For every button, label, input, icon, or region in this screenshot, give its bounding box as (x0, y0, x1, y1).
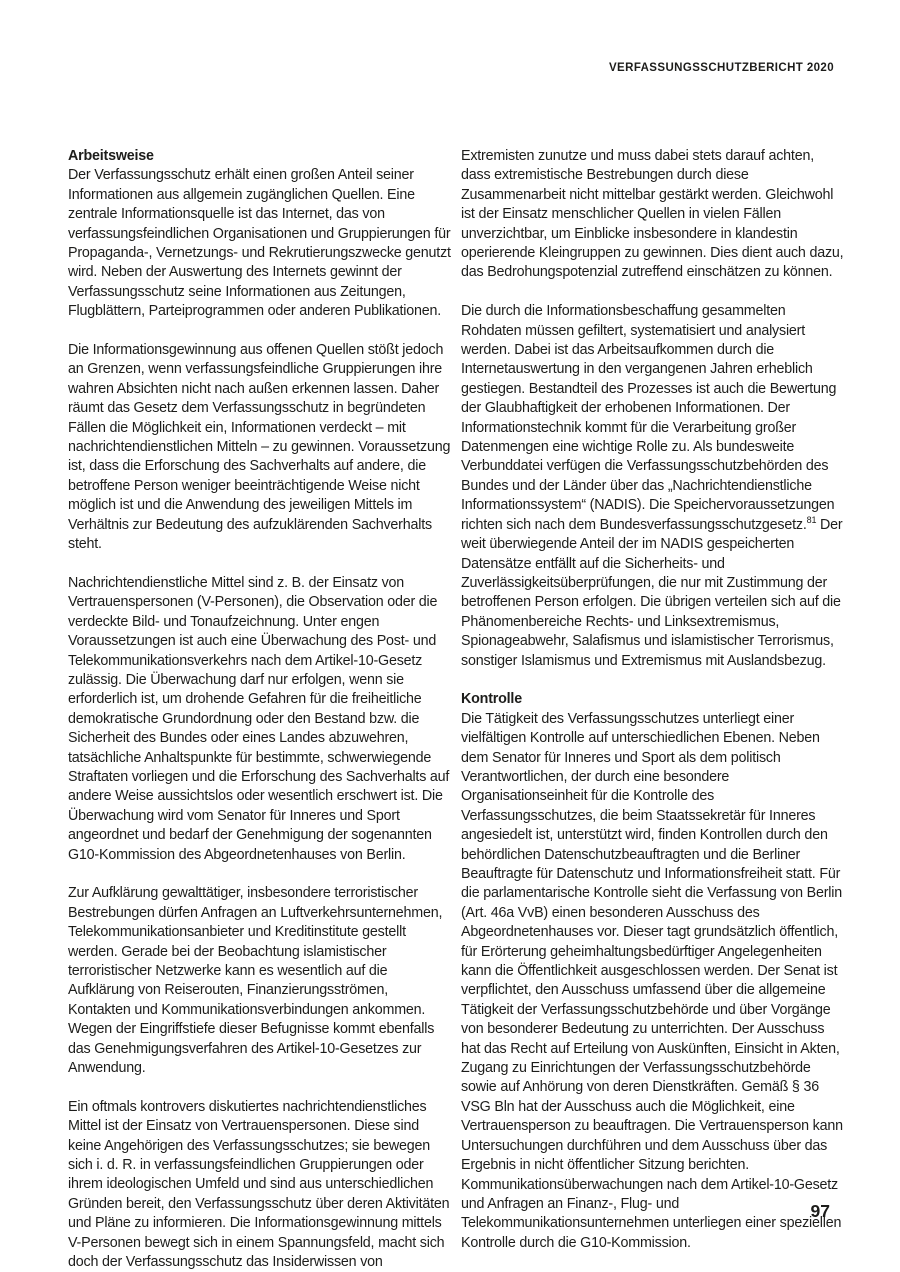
left-column (68, 147, 452, 1272)
section-heading-arbeitsweise: Arbeitsweise (68, 148, 154, 164)
report-title-header: VERFASSUNGSSCHUTZBERICHT 2020 (608, 62, 834, 74)
right-column (461, 147, 845, 1272)
section-heading-kontrolle: Kontrolle (461, 691, 522, 708)
paragraph-intelligence-means: Nachrichtendienstliche Mittel sind z. B. der Einsatz von Vertrauenspersonen (V-Personen), die Observation oder die verdeckte Bild- und Tonaufzeichnung. Unter engen Voraussetzungen ist auch eine Überwachung des Post- und Telekommunikationsverkehrs nach dem Artikel-10-Gesetz zulässig. Die Überwachung darf nur erfolgen, wenn sie erforderlich ist, um drohende Gefahren für die freiheitliche demokratische Grundordnung oder den Bestand bzw. die Sicherheit des Bundes oder eines Landes abzuwehren, tatsächliche Anhaltspunkte für bestimmte, schwerwiegende Straftaten vorliegen und die Erforschung des Sachverhalts auf andere Weise aussichtslos oder wesentlich erschwert ist. Die Überwachung wird vom Senator für Inneres und Sport angeordnet und bedarf der Genehmigung der sogenannten G10-Kommission des Abgeordnetenhauses von Berlin. (68, 574, 450, 863)
paragraph-terrorism-inquiries: Zur Aufklärung gewalttätiger, insbesondere terroristischer Bestrebungen dürfen Anfragen an Luftverkehrsunternehmen, Telekommunikationsanbieter und Kreditinstitute gestellt werden. Gerade bei der Beobachtung islamistischer terroristischer Netzwerke kann es wesentlich auf die Aufklärung von Reiserouten, Finanzierungsströmen, Kontakten und Kommunikationsverbindungen ankommen. Wegen der Eingriffstiefe dieser Befugnisse kommt ebenfalls das Genehmigungsverfahren des Artikel-10-Gesetzes zur Anwendung. (68, 885, 443, 1077)
paragraph-kontrolle: Die Tätigkeit des Verfassungsschutzes unterliegt einer vielfältigen Kontrolle auf unterschiedlichen Ebenen. Neben dem Senator für Inneres und Sport als dem politisch Verantwortlichen, der durch eine besondere Organisationseinheit für die Kontrolle des Verfassungsschutzes, die beim Staatssekretär für Inneres angesiedelt ist, unterstützt wird, finden Kontrollen durch den behördlichen Datenschutzbeauftragten und die Berliner Beauftragte für Datenschutz und Informationsfreiheit statt. Für die parlamentarische Kontrolle sieht die Verfassung von Berlin (Art. 46a VvB) einen besonderen Ausschuss des Abgeordnetenhauses vor. Dieser tagt grundsätzlich öffentlich, für Erörterung geheimhaltungsbedürftiger Angelegenheiten kann die Öffentlichkeit ausgeschlossen werden. Der Senat ist verpflichtet, den Ausschuss umfassend über die allgemeine Tätigkeit der Verfassungsschutzbehörde und über Vorgänge von besonderer Bedeutung zu unterrichten. Der Ausschuss hat das Recht auf Erteilung von Auskünften, Einsicht in Akten, Zugang zu Einrichtungen der Verfassungsschutzbehörde sowie auf Anhörung von deren Dienstkräften. Gemäß § 36 VSG Bln hat der Ausschuss auch die Möglichkeit, eine Vertrauensperson zu beauftragen. Die Vertrauensperson kann Untersuchungen durchführen und dem Ausschuss über das Ergebnis in nicht öffentlicher Sitzung berichten. Kommunikationsüberwachungen nach dem Artikel-10-Gesetz und Anfragen an Finanz-, Flug- und Telekommunikationsunternehmen unterliegen einer speziellen Kontrolle durch die G10-Kommission. (461, 710, 843, 1251)
paragraph-v-persons: Ein oftmals kontrovers diskutiertes nachrichtendienstliches Mittel ist der Einsatz von Vertrauenspersonen. Diese sind keine Angehörigen des Verfassungsschutzes; sie bewegen sich i. d. R. in verfassungsfeindlichen Gruppierungen oder ihrem ideologischen Umfeld und sind aus unterschiedlichen Gründen bereit, den Verfassungsschutz über deren Aktivitäten und Pläne zu informieren. Die Informationsgewinnung mittels V-Personen bewegt sich in einem Spannungsfeld, macht sich doch der Verfassungsschutz das Insiderwissen von (68, 1098, 450, 1271)
nadis-text-before-footnote: Die durch die Informationsbeschaffung gesammelten Rohdaten müssen gefiltert, systematisiert und analysiert werden. Dabei ist das Arbeitsaufkommen durch die Internetauswertung in den vergangenen Jahren erheblich gestiegen. Bestandteil des Prozesses ist auch die Bewertung der Glaubhaftigkeit der erhobenen Informationen. Der Informationstechnik kommt für die Verarbeitung großer Datenmengen eine wichtige Rolle zu. Als bundesweite Verbunddatei verfügen die Verfassungsschutzbehörden des Bundes und der Länder über das „Nachrichtendienstliche Informationssystem“ (NADIS). Die Speichervoraussetzungen richten sich nach dem Bundesverfassungsschutzgesetz. (461, 303, 837, 533)
paragraph-nadis (461, 302, 845, 671)
footnote-ref-81: 81 (806, 514, 817, 525)
paragraph-v-persons-continued: Extremisten zunutze und muss dabei stets darauf achten, dass extremistische Bestrebungen durch diese Zusammenarbeit nicht mittelbar gestärkt werden. Gleichwohl ist der Einsatz menschlicher Quellen in vielen Fällen unverzichtbar, um Einblicke insbesondere in klandestin operierende Kleingruppen zu gewinnen. Dies dient auch dazu, das Bedrohungspotenzial zutreffend einschätzen zu können. (461, 148, 844, 281)
nadis-text-after-footnote: Der weit überwiegende Anteil der im NADIS gespeicherten Datensätze entfällt auf die Sicherheits- und Zuverlässigkeitsüberprüfungen, die nur mit Zustimmung der betroffenen Person erfolgen. Die übrigen verteilen sich auf die Phänomenbereiche Rechts- und Linksextremismus, Spionageabwehr, Salafismus und islamistischer Terrorismus, sonstiger Islamismus und Extremismus mit Auslandsbezug. (461, 516, 843, 669)
paragraph-open-sources: Der Verfassungsschutz erhält einen großen Anteil seiner Informationen aus allgemein zugänglichen Quellen. Eine zentrale Informationsquelle ist das Internet, das von verfassungsfeindlichen Organisationen und Gruppierungen für Propaganda-, Vernetzungs- und Rekrutierungszwecke genutzt wird. Neben der Auswertung des Internets gewinnt der Verfassungsschutz seine Informationen aus Zeitungen, Flugblättern, Parteiprogrammen oder anderen Publikationen. (68, 167, 451, 320)
page-number: 97 (810, 1201, 830, 1221)
paragraph-limits-of-open-sources: Die Informationsgewinnung aus offenen Quellen stößt jedoch an Grenzen, wenn verfassungsfeindliche Gruppierungen ihre wahren Absichten nicht nach außen erkennen lassen. Daher räumt das Gesetz dem Verfassungsschutz in begründeten Fällen die Möglichkeit ein, Informationen verdeckt – mit nachrichtendienstlichen Mitteln – zu gewinnen. Voraussetzung ist, dass die Erforschung des Sachverhalts auf andere, die betroffene Person weniger beeinträchtigende Weise nicht möglich ist und die Anwendung des jeweiligen Mittels im Verhältnis zur Bedeutung des aufzuklärenden Sachverhalts steht. (68, 342, 451, 553)
page-content (68, 147, 848, 1272)
